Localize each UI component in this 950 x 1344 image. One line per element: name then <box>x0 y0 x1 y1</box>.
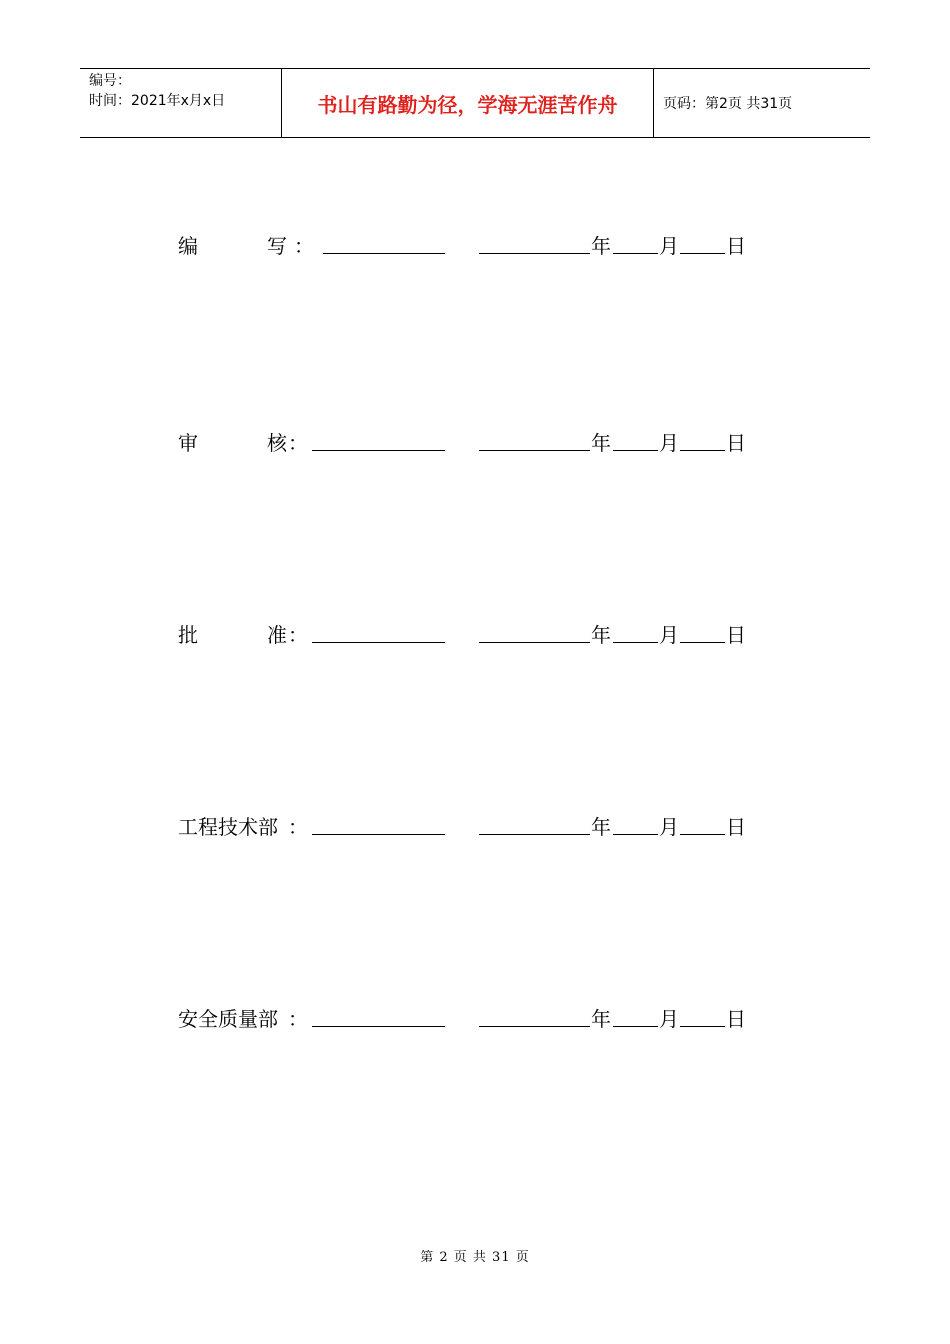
month-line[interactable] <box>613 834 658 835</box>
label-colon: ： <box>294 234 314 258</box>
year-unit: 年 <box>591 1007 611 1031</box>
day-unit: 日 <box>726 1007 746 1031</box>
month-line[interactable] <box>613 450 658 451</box>
signature-row-write <box>178 230 778 260</box>
month-line[interactable] <box>613 1026 658 1027</box>
time-label: 时间：2021年x月x日 <box>89 93 226 109</box>
day-unit: 日 <box>726 623 746 647</box>
header-meta <box>80 69 281 137</box>
month-unit: 月 <box>659 431 679 455</box>
day-unit: 日 <box>726 234 746 258</box>
header-page-info: 页码：第2页 共31页 <box>663 96 793 112</box>
month-unit: 月 <box>659 234 679 258</box>
day-unit: 日 <box>726 431 746 455</box>
number-label: 编号： <box>89 73 131 89</box>
label-char-1: 批 <box>178 623 198 647</box>
month-unit: 月 <box>659 815 679 839</box>
label-char-2: 写 <box>267 234 287 258</box>
year-unit: 年 <box>591 431 611 455</box>
page-footer: 第 2 页 共 31 页 <box>420 1250 530 1265</box>
signature-row-safety-quality <box>178 1003 778 1033</box>
day-line[interactable] <box>680 450 725 451</box>
day-line[interactable] <box>680 253 725 254</box>
row-label: 安全质量部 <box>178 1007 278 1031</box>
signature-line[interactable] <box>312 450 445 451</box>
month-unit: 月 <box>659 623 679 647</box>
header-motto: 书山有路勤为径，学海无涯苦作舟 <box>281 69 654 137</box>
label-char-2: 核 <box>267 431 287 455</box>
day-line[interactable] <box>680 834 725 835</box>
signature-line[interactable] <box>312 1026 445 1027</box>
document-header <box>80 68 870 138</box>
year-line[interactable] <box>479 253 590 254</box>
label-colon: ： <box>288 1007 308 1031</box>
year-line[interactable] <box>479 642 590 643</box>
label-char-1: 编 <box>178 234 198 258</box>
label-char-1: 审 <box>178 431 198 455</box>
label-char-2: 准 <box>267 623 287 647</box>
year-line[interactable] <box>479 834 590 835</box>
label-colon: ： <box>288 431 308 455</box>
year-unit: 年 <box>591 234 611 258</box>
day-line[interactable] <box>680 642 725 643</box>
label-colon: ： <box>288 815 308 839</box>
year-unit: 年 <box>591 623 611 647</box>
signature-row-engineering <box>178 811 778 841</box>
day-line[interactable] <box>680 1026 725 1027</box>
label-colon: ： <box>288 623 308 647</box>
signature-row-approve <box>178 619 778 649</box>
signature-line[interactable] <box>312 642 445 643</box>
year-unit: 年 <box>591 815 611 839</box>
signature-line[interactable] <box>312 834 445 835</box>
month-line[interactable] <box>613 253 658 254</box>
month-line[interactable] <box>613 642 658 643</box>
month-unit: 月 <box>659 1007 679 1031</box>
year-line[interactable] <box>479 1026 590 1027</box>
row-label: 工程技术部 <box>178 815 278 839</box>
year-line[interactable] <box>479 450 590 451</box>
signature-row-review <box>178 427 778 457</box>
day-unit: 日 <box>726 815 746 839</box>
signature-line[interactable] <box>323 253 445 254</box>
